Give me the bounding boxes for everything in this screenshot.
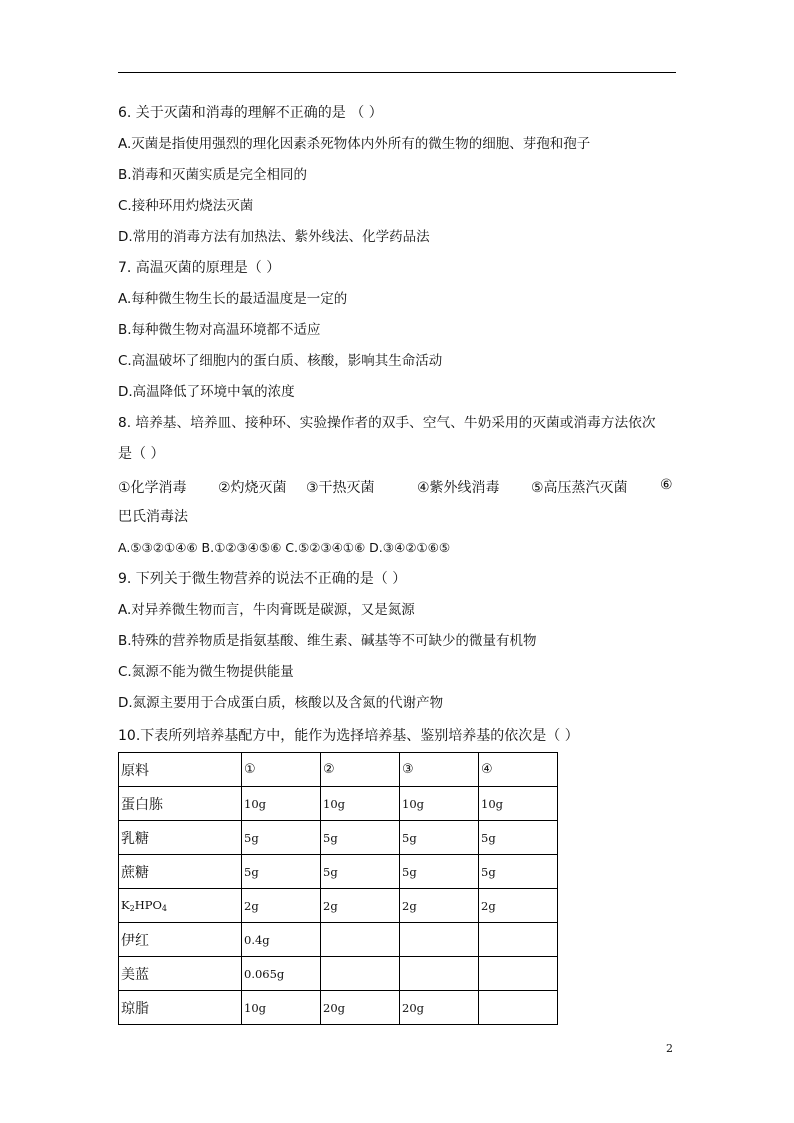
question-7-option-d: D.高温降低了环境中氧的浓度 — [118, 384, 295, 400]
table-header: ③ — [400, 753, 479, 787]
method-3: ③干热灭菌 — [306, 480, 375, 496]
question-9-option-b: B.特殊的营养物质是指氨基酸、维生素、碱基等不可缺少的微量有机物 — [118, 633, 537, 649]
question-10-stem: 10.下表所列培养基配方中，能作为选择培养基、鉴别培养基的依次是（ ） — [118, 728, 579, 744]
table-row — [119, 991, 558, 1025]
method-6: ⑥ — [660, 477, 673, 493]
question-9-stem: 9. 下列关于微生物营养的说法不正确的是（ ） — [118, 571, 407, 587]
page-number: 2 — [666, 1042, 673, 1055]
table-row — [119, 821, 558, 855]
table-header: ① — [242, 753, 321, 787]
question-8-options: A.⑤③②①④⑥ B.①②③④⑤⑥ C.⑤②③④①⑥ D.③④②①⑥⑤ — [118, 540, 451, 555]
question-6-option-c: C.接种环用灼烧法灭菌 — [118, 198, 254, 214]
question-6-option-a: A.灭菌是指使用强烈的理化因素杀死物体内外所有的微生物的细胞、芽孢和孢子 — [118, 136, 591, 152]
question-7-option-b: B.每种微生物对高温环境都不适应 — [118, 322, 321, 338]
question-9-option-d: D.氮源主要用于合成蛋白质，核酸以及含氮的代谢产物 — [118, 695, 444, 711]
question-9-option-c: C.氮源不能为微生物提供能量 — [118, 664, 294, 680]
question-8-method-6-continued: 巴氏消毒法 — [118, 509, 188, 525]
table-cell — [479, 957, 558, 991]
ingredient-name: 乳糖 — [119, 821, 242, 855]
method-2: ②灼烧灭菌 — [218, 480, 287, 496]
table-cell — [321, 923, 400, 957]
table-cell: 2g — [321, 889, 400, 923]
ingredient-name: 美蓝 — [119, 957, 242, 991]
table-header: ④ — [479, 753, 558, 787]
method-1: ①化学消毒 — [118, 480, 187, 496]
table-cell: 5g — [479, 855, 558, 889]
table-cell: 10g — [400, 787, 479, 821]
table-cell — [400, 957, 479, 991]
table-cell: 20g — [400, 991, 479, 1025]
table-header: ② — [321, 753, 400, 787]
table-row — [119, 855, 558, 889]
table-cell: 5g — [321, 855, 400, 889]
table-cell: 2g — [242, 889, 321, 923]
table-cell: 10g — [242, 787, 321, 821]
question-8-methods — [118, 477, 680, 497]
table-cell: 2g — [479, 889, 558, 923]
question-7-option-a: A.每种微生物生长的最适温度是一定的 — [118, 291, 348, 307]
table-cell: 5g — [400, 821, 479, 855]
question-6-option-b: B.消毒和灭菌实质是完全相同的 — [118, 167, 308, 183]
table-cell: 5g — [242, 821, 321, 855]
ingredient-name: 琼脂 — [119, 991, 242, 1025]
table-cell: 0.065g — [242, 957, 321, 991]
question-7-stem: 7. 高温灭菌的原理是（ ） — [118, 260, 281, 276]
table-cell: 0.4g — [242, 923, 321, 957]
table-cell — [321, 957, 400, 991]
ingredient-name: 蔗糖 — [119, 855, 242, 889]
header-rule — [118, 72, 676, 73]
method-4: ④紫外线消毒 — [417, 480, 500, 496]
table-row — [119, 957, 558, 991]
table-cell: 5g — [400, 855, 479, 889]
table-row — [119, 787, 558, 821]
table-cell: 20g — [321, 991, 400, 1025]
table-cell — [479, 991, 558, 1025]
ingredient-name-k2hpo4: $K_2HPO_4$ — [119, 889, 242, 923]
table-cell: 5g — [321, 821, 400, 855]
table-row — [119, 889, 558, 923]
ingredient-name: 蛋白胨 — [119, 787, 242, 821]
table-cell: 10g — [242, 991, 321, 1025]
table-row — [119, 923, 558, 957]
question-7-option-c: C.高温破坏了细胞内的蛋白质、核酸，影响其生命活动 — [118, 353, 443, 369]
question-9-option-a: A.对异养微生物而言，牛肉膏既是碳源，又是氮源 — [118, 602, 415, 618]
question-8-stem-line1: 8. 培养基、培养皿、接种环、实验操作者的双手、空气、牛奶采用的灭菌或消毒方法依次 — [118, 415, 656, 431]
table-header: 原料 — [119, 753, 242, 787]
table-header-row — [119, 753, 558, 787]
question-6-option-d: D.常用的消毒方法有加热法、紫外线法、化学药品法 — [118, 229, 430, 245]
table-cell — [479, 923, 558, 957]
table-cell: 10g — [321, 787, 400, 821]
table-cell — [400, 923, 479, 957]
method-5: ⑤高压蒸汽灭菌 — [531, 480, 628, 496]
table-cell: 5g — [479, 821, 558, 855]
ingredient-name: 伊红 — [119, 923, 242, 957]
question-8-stem-line2: 是（ ） — [118, 446, 165, 462]
table-cell: 10g — [479, 787, 558, 821]
table-cell: 2g — [400, 889, 479, 923]
table-cell: 5g — [242, 855, 321, 889]
question-6-stem: 6. 关于灭菌和消毒的理解不正确的是 （ ） — [118, 105, 383, 121]
culture-medium-table — [118, 752, 558, 1025]
